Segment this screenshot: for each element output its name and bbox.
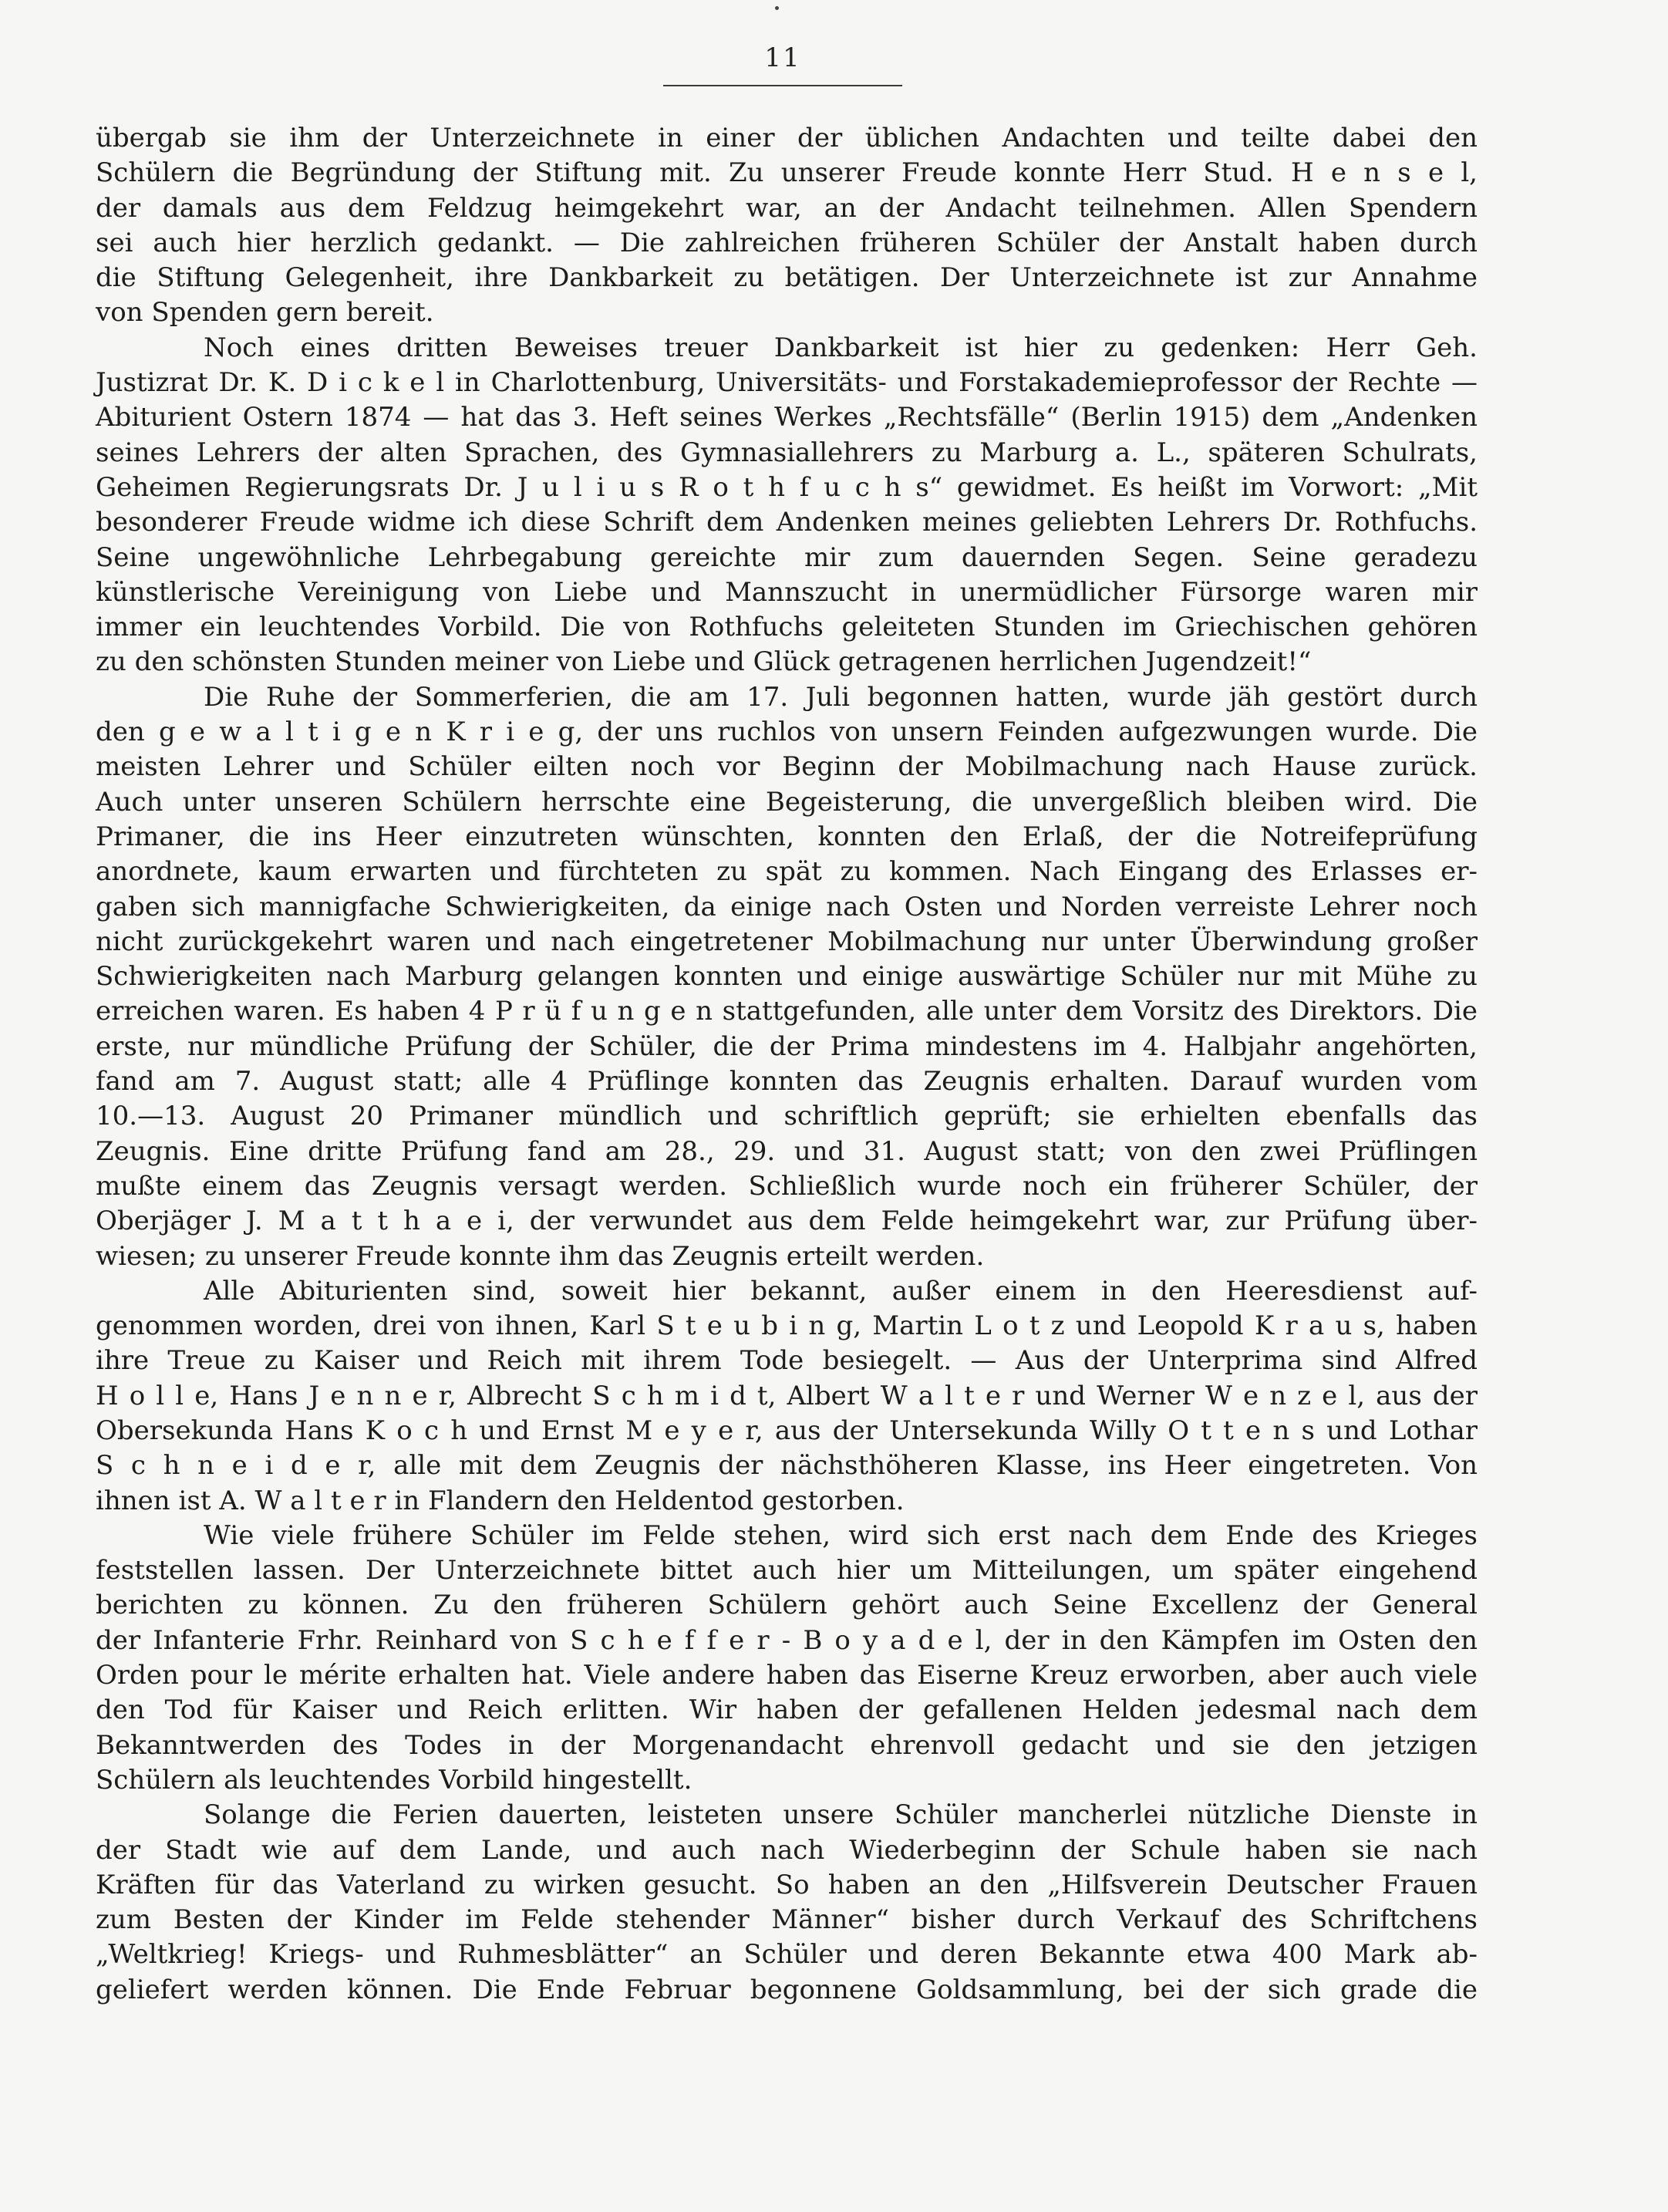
text-line: der Infanterie Frhr. Reinhard von S c h e f f e r - B o y a d e l, der in den Kämpfen im Osten den — [96, 1624, 1478, 1656]
text-line: Kräften für das Vaterland zu wirken gesucht. So haben an den „Hilfsverein Deutscher Frauen — [96, 1869, 1478, 1900]
text-line: Justizrat Dr. K. D i c k e l in Charlottenburg, Universitäts- und Forstakademieprofessor der Rechte — — [96, 367, 1478, 399]
text-line: Seine ungewöhnliche Lehrbegabung gereichte mir zum dauernden Segen. Seine geradezu — [96, 541, 1478, 573]
text-line: feststellen lassen. Der Unterzeichnete bittet auch hier um Mitteilungen, um später eingehend — [96, 1555, 1478, 1587]
text-line: sei auch hier herzlich gedankt. — Die zahlreichen früheren Schüler der Anstalt haben durch — [96, 227, 1478, 258]
text-line: seines Lehrers der alten Sprachen, des Gymnasiallehrers zu Marburg a. L., späteren Schulrats, — [96, 437, 1478, 468]
text-line: den g e w a l t i g e n K r i e g, der uns ruchlos von unsern Feinden aufgezwungen wurde. Die — [96, 717, 1478, 748]
text-line: der damals aus dem Feldzug heimgekehrt war, an der Andacht teilnehmen. Allen Spendern — [96, 192, 1478, 224]
text-line: 10.—13. August 20 Primaner mündlich und schriftlich geprüft; sie erhielten ebenfalls das — [96, 1101, 1478, 1132]
text-line: Orden pour le mérite erhalten hat. Viele andere haben das Eiserne Kreuz erworben, aber auch viele — [96, 1660, 1478, 1691]
text-line: Schwierigkeiten nach Marburg gelangen konnten und einige auswärtige Schüler nur mit Mühe zu — [96, 961, 1478, 993]
text-line: die Stiftung Gelegenheit, ihre Dankbarkeit zu betätigen. Der Unterzeichnete ist zur Annahme — [96, 262, 1478, 294]
text-line: Auch unter unseren Schülern herrschte eine Begeisterung, die unvergeßlich bleiben wird. Die — [96, 786, 1478, 818]
text-line: zum Besten der Kinder im Felde stehender Männer“ bisher durch Verkauf des Schriftchens — [96, 1904, 1478, 1936]
page-number-rule — [663, 85, 902, 86]
text-line: Schülern als leuchtendes Vorbild hingestellt. — [96, 1764, 692, 1796]
text-line: Bekanntwerden des Todes in der Morgenandacht ehrenvoll gedacht und sie den jetzigen — [96, 1729, 1478, 1761]
text-line: ihnen ist A. W a l t e r in Flandern den Heldentod gestorben. — [96, 1485, 905, 1516]
text-line: gaben sich mannigfache Schwierigkeiten, da einige nach Osten und Norden verreiste Lehrer noch — [96, 891, 1478, 922]
text-line: berichten zu können. Zu den früheren Schülern gehört auch Seine Excellenz der General — [96, 1590, 1478, 1621]
text-line: immer ein leuchtendes Vorbild. Die von Rothfuchs geleiteten Stunden im Griechischen gehören — [96, 612, 1478, 643]
text-line: Zeugnis. Eine dritte Prüfung fand am 28., 29. und 31. August statt; von den zwei Prüflingen — [96, 1135, 1478, 1167]
text-line: ihre Treue zu Kaiser und Reich mit ihrem Tode besiegelt. — Aus der Unterprima sind Alfred — [96, 1345, 1478, 1377]
text-line: Alle Abiturienten sind, soweit hier bekannt, außer einem in den Heeresdienst auf- — [204, 1275, 1478, 1307]
text-line: erreichen waren. Es haben 4 P r ü f u n g e n stattgefunden, alle unter dem Vorsitz des Direktors. Die — [96, 996, 1478, 1027]
text-line: geliefert werden können. Die Ende Februar begonnene Goldsammlung, bei der sich grade die — [96, 1974, 1478, 2005]
text-line: besonderer Freude widme ich diese Schrift dem Andenken meines geliebten Lehrers Dr. Rothfuchs. — [96, 507, 1478, 538]
text-line: der Stadt wie auf dem Lande, und auch nach Wiederbeginn der Schule haben sie nach — [96, 1834, 1478, 1866]
text-line: Schülern die Begründung der Stiftung mit. Zu unserer Freude konnte Herr Stud. H e n s e l, — [96, 157, 1478, 189]
text-line: mußte einem das Zeugnis versagt werden. Schließlich wurde noch ein früherer Schüler, der — [96, 1170, 1478, 1202]
text-line: H o l l e, Hans J e n n e r, Albrecht S c h m i d t, Albert W a l t e r und Werner W e n z e l, aus der — [96, 1380, 1478, 1411]
text-line: Primaner, die ins Heer einzutreten wünschten, konnten den Erlaß, der die Notreifeprüfung — [96, 821, 1478, 852]
text-line: anordnete, kaum erwarten und fürchteten zu spät zu kommen. Nach Eingang des Erlasses er- — [96, 856, 1478, 888]
text-line: fand am 7. August statt; alle 4 Prüflinge konnten das Zeugnis erhalten. Darauf wurden vom — [96, 1066, 1478, 1098]
text-line: meisten Lehrer und Schüler eilten noch vor Beginn der Mobilmachung nach Hause zurück. — [96, 751, 1478, 783]
text-line: zu den schönsten Stunden meiner von Liebe und Glück getragenen herrlichen Jugendzeit!“ — [96, 646, 1312, 678]
text-line: „Weltkrieg! Kriegs- und Ruhmesblätter“ an Schüler und deren Bekannte etwa 400 Mark ab- — [96, 1939, 1478, 1971]
text-line: den Tod für Kaiser und Reich erlitten. Wir haben der gefallenen Helden jedesmal nach dem — [96, 1694, 1478, 1726]
text-line: von Spenden gern bereit. — [96, 297, 434, 329]
text-line: Solange die Ferien dauerten, leisteten unsere Schüler mancherlei nützliche Dienste in — [204, 1799, 1478, 1831]
text-line: künstlerische Vereinigung von Liebe und Mannszucht in unermüdlicher Fürsorge waren mir — [96, 576, 1478, 608]
text-line: Geheimen Regierungsrats Dr. J u l i u s R o t h f u c h s“ gewidmet. Es heißt im Vorwort: „Mit — [96, 471, 1478, 503]
text-line: wiesen; zu unserer Freude konnte ihm das Zeugnis erteilt werden. — [96, 1240, 985, 1272]
text-line: Abiturient Ostern 1874 — hat das 3. Heft seines Werkes „Rechtsfälle“ (Berlin 1915) dem „Andenken — [96, 402, 1478, 433]
text-line: genommen worden, drei von ihnen, Karl S t e u b i n g, Martin L o t z und Leopold K r a u s, haben — [96, 1310, 1478, 1342]
text-line: Oberjäger J. M a t t h a e i, der verwundet aus dem Felde heimgekehrt war, zur Prüfung über- — [96, 1205, 1478, 1237]
text-line: S c h n e i d e r, alle mit dem Zeugnis der nächsthöheren Klasse, ins Heer eingetreten. Von — [96, 1450, 1478, 1482]
text-line: Wie viele frühere Schüler im Felde stehen, wird sich erst nach dem Ende des Krieges — [204, 1519, 1478, 1551]
text-line: Die Ruhe der Sommerferien, die am 17. Juli begonnen hatten, wurde jäh gestört durch — [204, 681, 1478, 713]
body-text — [96, 121, 1478, 2008]
page-number: 11 — [764, 42, 801, 73]
text-line: erste, nur mündliche Prüfung der Schüler, die der Prima mindestens im 4. Halbjahr angehörten, — [96, 1030, 1478, 1062]
text-line: nicht zurückgekehrt waren und nach eingetretener Mobilmachung nur unter Überwindung großer — [96, 926, 1478, 957]
text-line: übergab sie ihm der Unterzeichnete in einer der üblichen Andachten und teilte dabei den — [96, 123, 1478, 153]
print-speck — [775, 6, 779, 10]
text-line: Obersekunda Hans K o c h und Ernst M e y e r, aus der Untersekunda Willy O t t e n s und Lothar — [96, 1415, 1478, 1446]
text-line: Noch eines dritten Beweises treuer Dankbarkeit ist hier zu gedenken: Herr Geh. — [204, 332, 1478, 363]
